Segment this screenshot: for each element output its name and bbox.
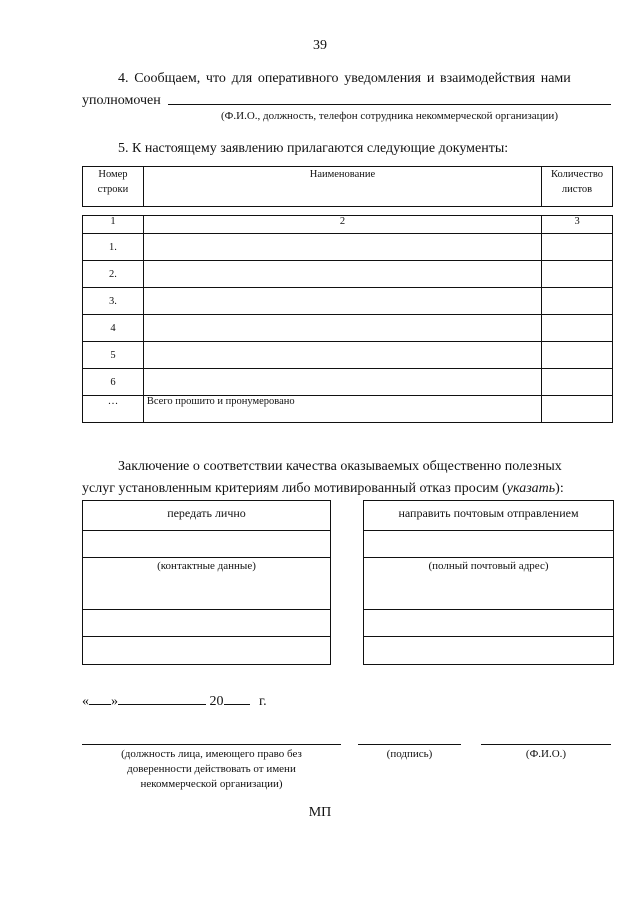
col-number-1: 1: [83, 216, 144, 234]
col-number-3: 3: [542, 216, 613, 234]
row-num: …: [83, 396, 144, 423]
row-name-cell[interactable]: [143, 315, 541, 342]
month-field[interactable]: [118, 692, 206, 705]
item4-line2: уполномочен: [82, 93, 161, 108]
row-sheets-cell[interactable]: [542, 234, 613, 261]
item4-line1: 4. Сообщаем, что для оперативного уведомления и взаимодействия нами: [118, 71, 571, 86]
table-row: [83, 261, 613, 288]
table-row: [83, 342, 613, 369]
signature-line[interactable]: [358, 744, 461, 745]
documents-header-table: [82, 166, 613, 207]
table-row: [83, 234, 613, 261]
row-sheets-cell[interactable]: [542, 288, 613, 315]
full-name-line[interactable]: [481, 744, 611, 745]
conclusion-line2: услуг установленным критериям либо мотивированный отказ просим (указать):: [82, 481, 564, 496]
header-row-number: Номер строки: [83, 167, 144, 207]
signature-caption: (подпись): [386, 748, 433, 760]
conclusion-text: [82, 456, 615, 500]
contact-data-caption: (контактные данные): [157, 560, 256, 572]
mail-delivery-title: направить почтовым отправлением: [398, 506, 579, 520]
row-sheets-cell[interactable]: [542, 261, 613, 288]
position-signature-line[interactable]: [82, 744, 341, 745]
row-num: 3.: [83, 288, 144, 315]
item4-caption: (Ф.И.О., должность, телефон сотрудника некоммерческой организации): [221, 110, 558, 122]
row-name-cell[interactable]: [143, 288, 541, 315]
row-name-cell[interactable]: [143, 234, 541, 261]
header-sheets: Количество листов: [542, 167, 613, 207]
position-caption: (должность лица, имеющего право без доверенности действовать от имени некоммерческой организации): [121, 748, 302, 790]
item5-text: 5. К настоящему заявлению прилагаются следующие документы:: [118, 141, 509, 156]
row-name-cell[interactable]: [143, 369, 541, 396]
day-field[interactable]: [89, 692, 111, 705]
row-num: 6: [83, 369, 144, 396]
authorized-person-field[interactable]: [168, 90, 611, 105]
row-sheets-cell[interactable]: [542, 315, 613, 342]
table-row: [83, 369, 613, 396]
row-sheets-cell[interactable]: [542, 342, 613, 369]
header-name: Наименование: [143, 167, 541, 207]
conclusion-line1: Заключение о соответствии качества оказываемых общественно полезных: [118, 459, 562, 474]
full-name-caption: (Ф.И.О.): [525, 748, 567, 760]
stamp-place: МП: [308, 805, 332, 820]
row-num: 5: [83, 342, 144, 369]
personal-delivery-title: передать лично: [167, 506, 246, 520]
total-sheets-cell[interactable]: [542, 396, 613, 423]
year-field[interactable]: [224, 692, 250, 705]
row-num: 2.: [83, 261, 144, 288]
documents-table: [82, 215, 613, 423]
postal-address-caption: (полный почтовый адрес): [428, 560, 549, 572]
page-number: 39: [313, 38, 327, 53]
row-name-cell[interactable]: [143, 342, 541, 369]
table-row: [83, 315, 613, 342]
date-line: « » 20 г.: [82, 694, 267, 709]
table-row: [83, 288, 613, 315]
col-number-2: 2: [143, 216, 541, 234]
row-num: 1.: [83, 234, 144, 261]
row-sheets-cell[interactable]: [542, 369, 613, 396]
table-row-total: [83, 396, 613, 423]
mail-delivery-box[interactable]: [363, 500, 614, 665]
row-name-cell[interactable]: [143, 261, 541, 288]
total-label: Всего прошито и пронумеровано: [143, 396, 541, 423]
personal-delivery-box[interactable]: [82, 500, 331, 665]
row-num: 4: [83, 315, 144, 342]
